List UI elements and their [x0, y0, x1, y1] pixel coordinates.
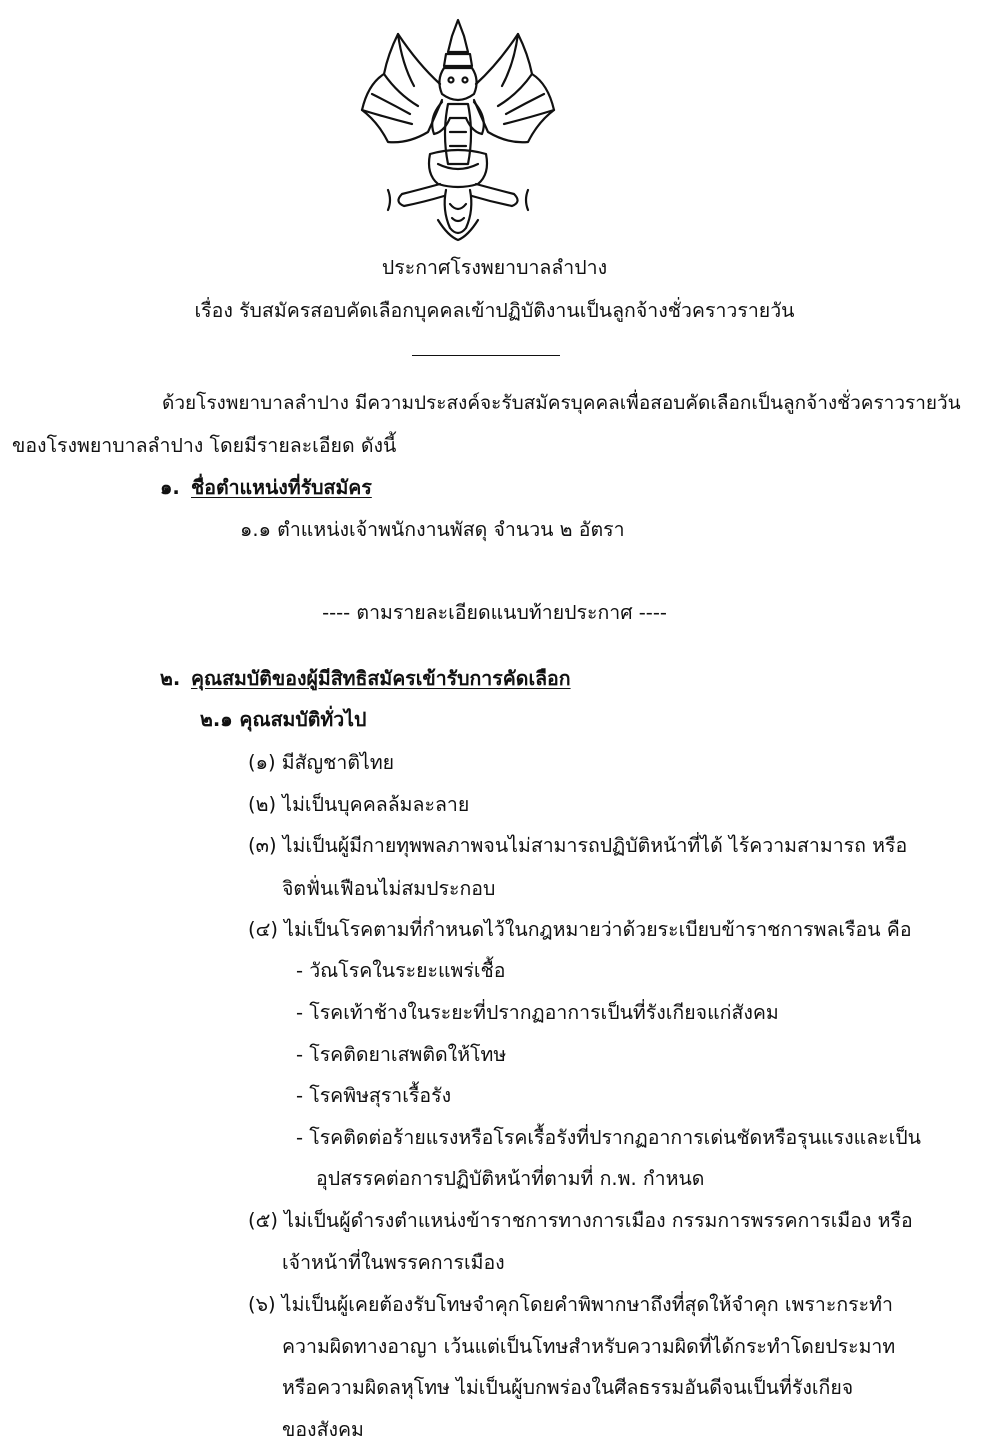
section-1-number: ๑.: [160, 476, 180, 499]
qualification-2: (๒) ไม่เป็นบุคคลล้มละลาย: [248, 793, 470, 816]
disease-item-2: - โรคเท้าช้างในระยะที่ปรากฏอาการเป็นที่รังเกียจแก่สังคม: [296, 1001, 779, 1024]
garuda-emblem-icon: [358, 14, 558, 246]
section-1-heading: ชื่อตำแหน่งที่รับสมัคร: [191, 476, 372, 499]
qualification-3-line-2: จิตฟั่นเฟือนไม่สมประกอบ: [282, 877, 496, 900]
disease-item-4: - โรคพิษสุราเรื้อรัง: [296, 1084, 452, 1107]
qualification-6-line-4: ของสังคม: [282, 1418, 364, 1441]
section-2-1-heading: ๒.๑ คุณสมบัติทั่วไป: [200, 708, 367, 731]
qualification-6-line-1: (๖) ไม่เป็นผู้เคยต้องรับโทษจำคุกโดยคำพิพากษาถึงที่สุดให้จำคุก เพราะกระทำ: [248, 1293, 893, 1316]
qualification-6-line-3: หรือความผิดลหุโทษ ไม่เป็นผู้บกพร่องในศีลธรรมอันดีจนเป็นที่รังเกียจ: [282, 1376, 854, 1399]
section-2-number: ๒.: [160, 667, 181, 690]
title-divider: [412, 355, 560, 356]
intro-line-2: ของโรงพยาบาลลำปาง โดยมีรายละเอียด ดังนี้: [12, 434, 397, 457]
document-subject: เรื่อง รับสมัครสอบคัดเลือกบุคคลเข้าปฏิบัติงานเป็นลูกจ้างชั่วคราวรายวัน: [194, 299, 795, 322]
qualification-5-line-2: เจ้าหน้าที่ในพรรคการเมือง: [282, 1251, 505, 1274]
disease-item-3: - โรคติดยาเสพติดให้โทษ: [296, 1043, 507, 1066]
section-1-item: ๑.๑ ตำแหน่งเจ้าพนักงานพัสดุ จำนวน ๒ อัตรา: [240, 518, 625, 541]
disease-item-1: - วัณโรคในระยะแพร่เชื้อ: [296, 959, 506, 982]
qualification-6-line-2: ความผิดทางอาญา เว้นแต่เป็นโทษสำหรับความผิดที่ได้กระทำโดยประมาท: [282, 1335, 896, 1358]
qualification-4: (๔) ไม่เป็นโรคตามที่กำหนดไว้ในกฎหมายว่าด้วยระเบียบข้าราชการพลเรือน คือ: [248, 918, 912, 941]
section-2-heading: คุณสมบัติของผู้มีสิทธิสมัครเข้ารับการคัดเลือก: [191, 667, 571, 690]
document-title: ประกาศโรงพยาบาลลำปาง: [381, 256, 608, 279]
qualification-5-line-1: (๕) ไม่เป็นผู้ดำรงตำแหน่งข้าราชการทางการเมือง กรรมการพรรคการเมือง หรือ: [248, 1209, 913, 1232]
disease-item-5-line-1: - โรคติดต่อร้ายแรงหรือโรคเรื้อรังที่ปรากฏอาการเด่นชัดหรือรุนแรงและเป็น: [296, 1126, 921, 1149]
disease-item-5-line-2: อุปสรรคต่อการปฏิบัติหน้าที่ตามที่ ก.พ. กำหนด: [316, 1167, 705, 1190]
intro-line-1: ด้วยโรงพยาบาลลำปาง มีความประสงค์จะรับสมัครบุคคลเพื่อสอบคัดเลือกเป็นลูกจ้างชั่วคราวรายวัน: [162, 392, 961, 414]
qualification-3-line-1: (๓) ไม่เป็นผู้มีกายทุพพลภาพจนไม่สามารถปฏิบัติหน้าที่ได้ ไร้ความสามารถ หรือ: [248, 834, 908, 857]
qualification-1: (๑) มีสัญชาติไทย: [248, 751, 395, 774]
attachment-note: ---- ตามรายละเอียดแนบท้ายประกาศ ----: [322, 601, 667, 624]
